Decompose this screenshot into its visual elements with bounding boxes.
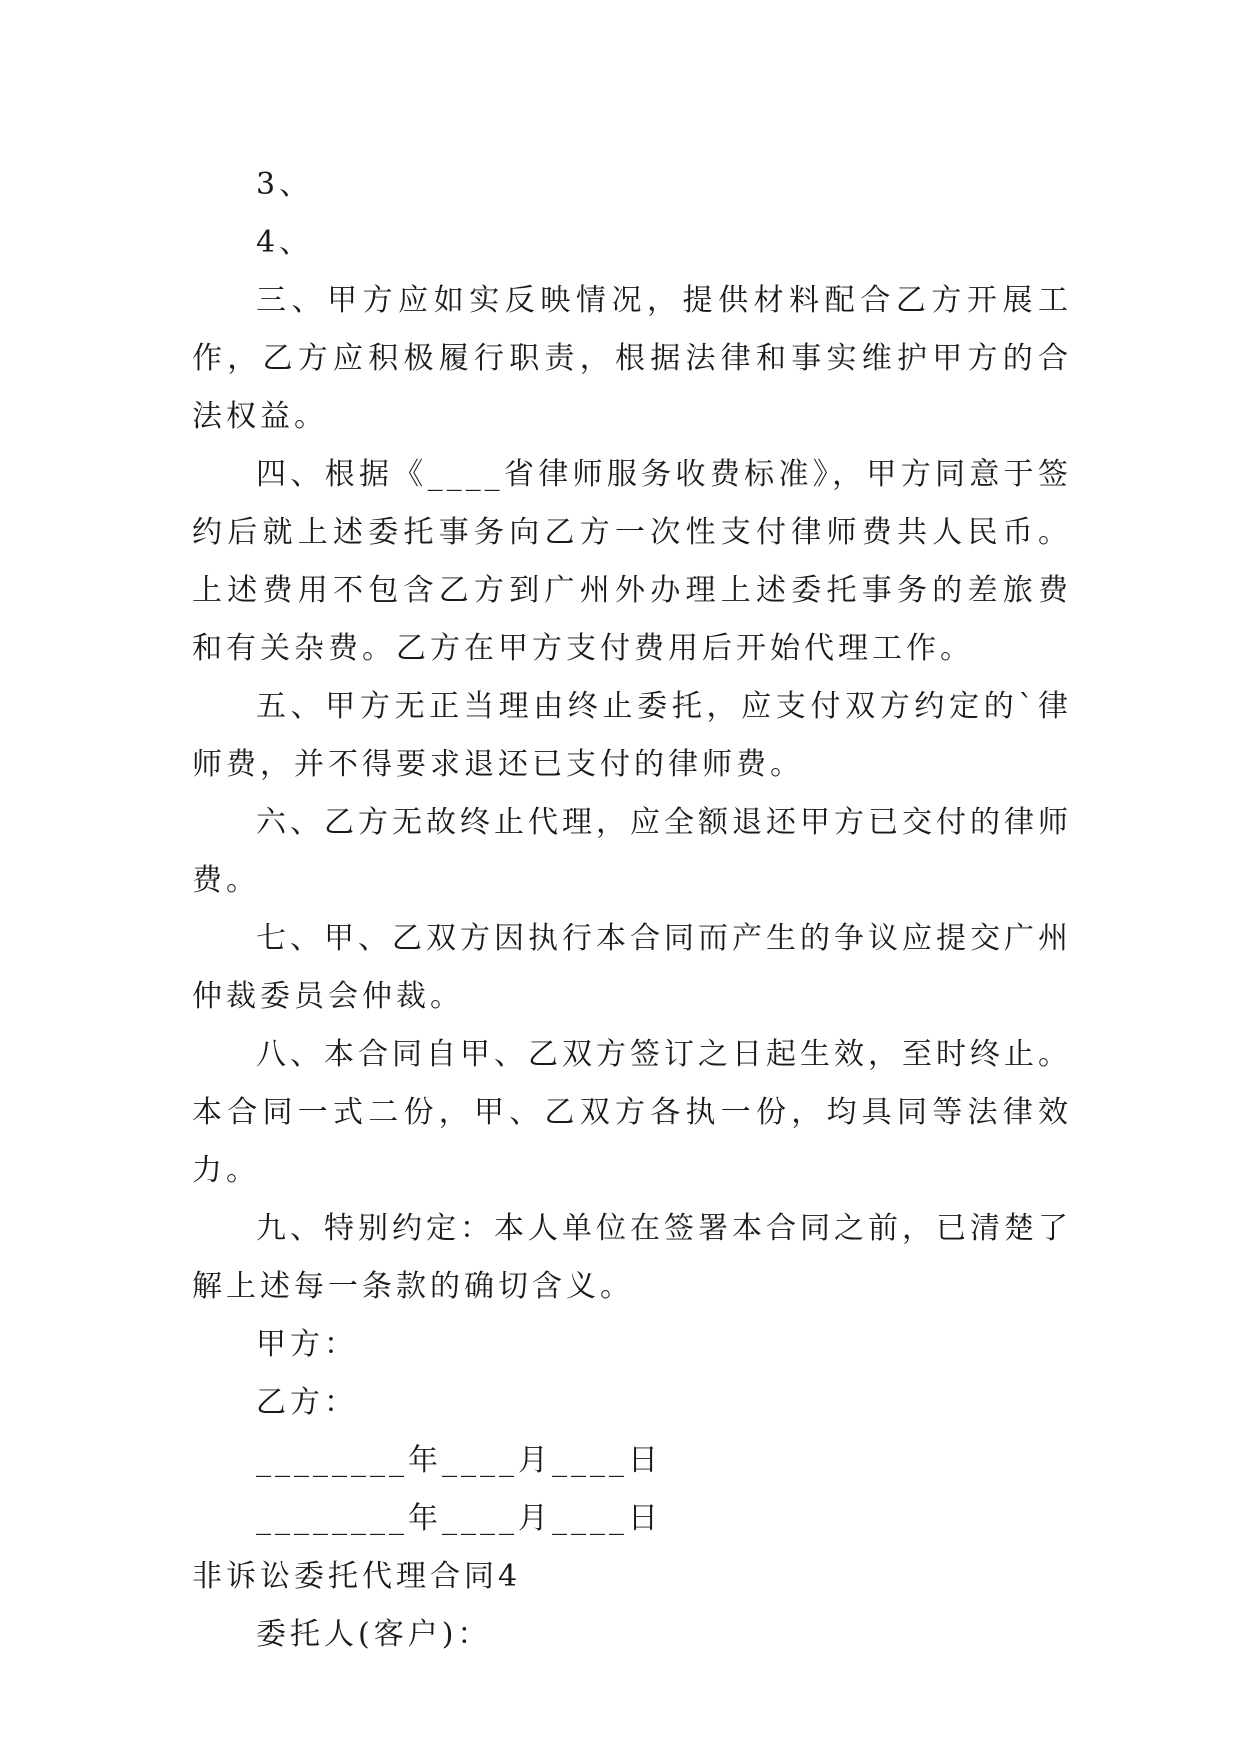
- clause-3-number: 3、: [256, 167, 314, 202]
- clause-4-number: 4、: [256, 225, 314, 260]
- clause-seven: 七、甲、乙双方因执行本合同而产生的争议应提交广州仲裁委员会仲裁。: [192, 921, 1072, 1014]
- clause-nine: 九、特别约定：本人单位在签署本合同之前，已清楚了解上述每一条款的确切含义。: [192, 1211, 1072, 1304]
- document-body: [192, 156, 1072, 1664]
- contract-section-title: 非诉讼委托代理合同4: [192, 1559, 522, 1594]
- date-line-1: ________年____月____日: [256, 1443, 662, 1478]
- date-line-2: ________年____月____日: [256, 1501, 662, 1536]
- clause-eight: 八、本合同自甲、乙双方签订之日起生效，至时终止。本合同一式二份，甲、乙双方各执一份，均具同等法律效力。: [192, 1037, 1072, 1188]
- party-b-signature-line: 乙方：: [256, 1385, 358, 1420]
- clause-three: 三、甲方应如实反映情况，提供材料配合乙方开展工作，乙方应积极履行职责，根据法律和事实维护甲方的合法权益。: [192, 283, 1072, 434]
- clause-five: 五、甲方无正当理由终止委托，应支付双方约定的`律师费，并不得要求退还已支付的律师费。: [192, 689, 1072, 782]
- clause-four: 四、根据《____省律师服务收费标准》，甲方同意于签约后就上述委托事务向乙方一次性支付律师费共人民币。上述费用不包含乙方到广州外办理上述委托事务的差旅费和有关杂费。乙方在甲方支付费用后开始代理工作。: [192, 457, 1072, 666]
- client-field-label: 委托人(客户)：: [256, 1617, 492, 1652]
- clause-six: 六、乙方无故终止代理，应全额退还甲方已交付的律师费。: [192, 805, 1072, 898]
- party-a-signature-line: 甲方：: [256, 1327, 358, 1362]
